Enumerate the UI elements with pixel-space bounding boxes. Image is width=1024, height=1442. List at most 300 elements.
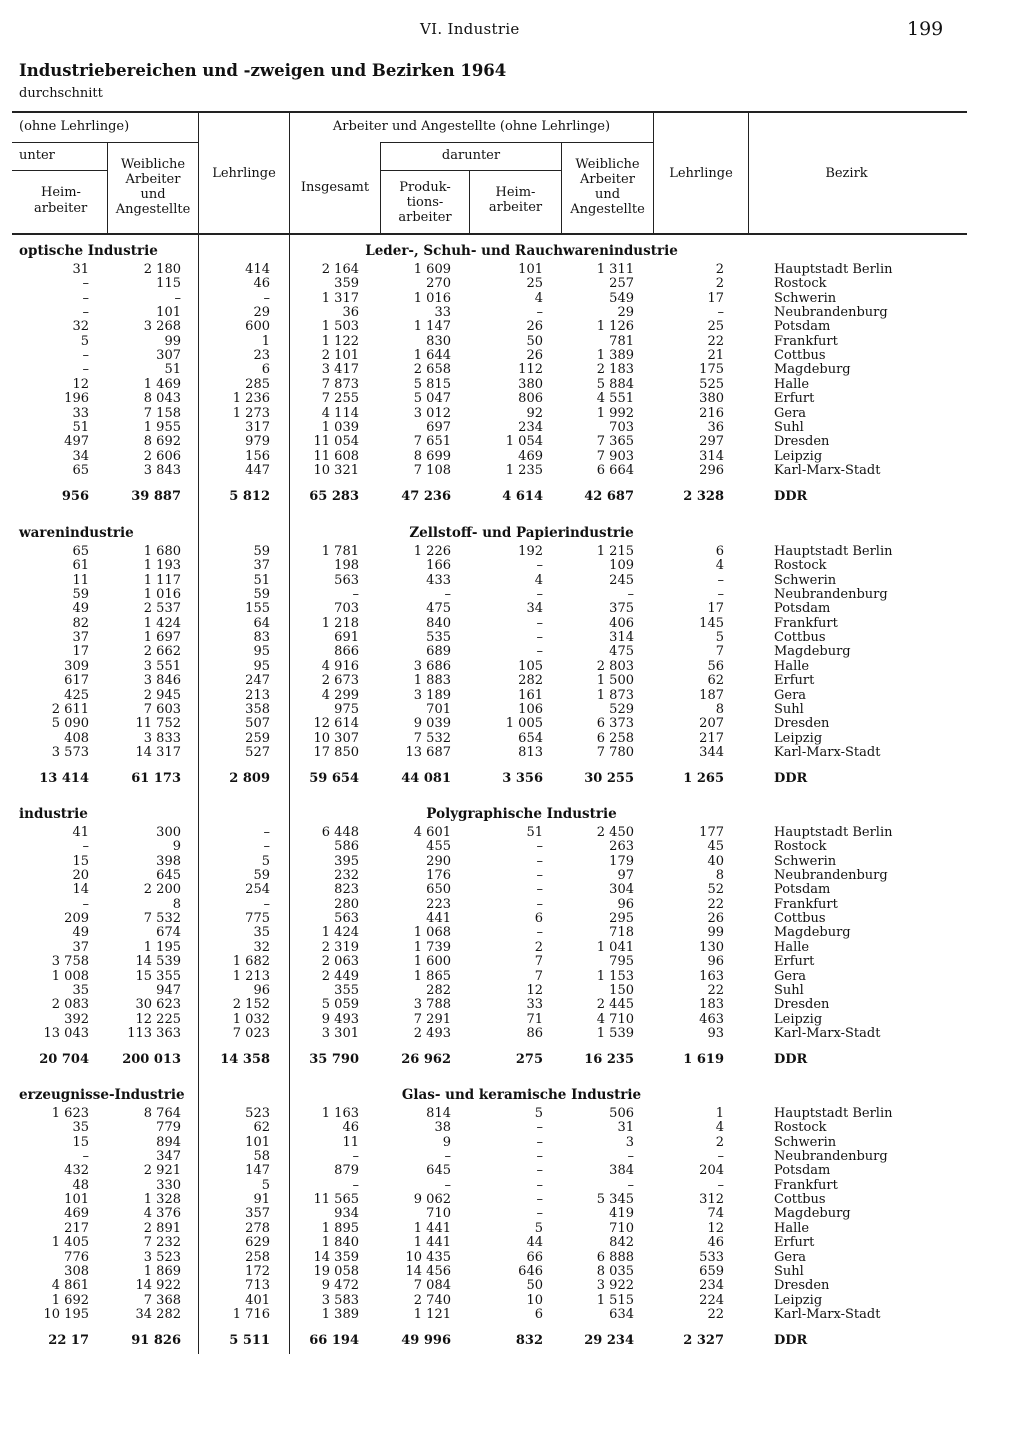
table-cell: 1 147 [413,319,451,335]
table-cell: 7 232 [143,1235,181,1251]
bezirk-cell: Frankfurt [774,1177,838,1193]
table-cell: 806 [518,391,543,407]
table-cell: 1 [261,333,270,349]
table-cell: 1 600 [413,954,451,970]
table-cell: 204 [699,1163,724,1179]
table-cell: 2 183 [596,362,634,378]
table-cell: 17 [72,644,89,660]
table-cell: 795 [609,954,634,970]
table-cell: 3 758 [51,954,89,970]
bezirk-cell: Erfurt [774,391,815,407]
table-cell: 6 664 [596,462,634,478]
col-weibliche-right-line2: Arbeiter [580,172,635,187]
table-cell: 1 739 [413,939,451,955]
bezirk-cell: Halle [774,376,810,392]
table-row [0,421,1024,435]
bezirk-cell: Leipzig [774,448,823,464]
table-cell: 29 [253,305,270,321]
col-insgesamt: Insgesamt [300,180,370,195]
table-cell: – [717,1149,724,1165]
table-cell: 527 [245,744,270,760]
col-group-arbeiter-angestellte: Arbeiter und Angestellte (ohne Lehrlinge) [332,119,611,134]
table-cell: 2 164 [321,262,359,277]
table-cell: 99 [707,925,724,941]
table-row [0,998,1024,1012]
table-cell: 979 [245,434,270,450]
bezirk-cell: Gera [774,968,807,984]
section-title-right: Zellstoff- und Papierindustrie [409,525,634,541]
page-header [0,18,1024,42]
table-row [0,926,1024,940]
bezirk-cell: Halle [774,1220,810,1236]
table-cell: 147 [245,1163,270,1179]
table-cell: 15 [72,853,89,869]
table-cell: 8 764 [143,1106,181,1121]
table-cell: 232 [334,868,359,884]
table-cell: 4 376 [143,1206,181,1222]
table-cell: 2 803 [596,658,634,674]
bezirk-cell: Magdeburg [774,644,851,660]
bezirk-cell: Rostock [774,276,827,292]
table-cell: 1 153 [596,968,634,984]
table-cell: 33 [434,305,451,321]
table-cell: 34 282 [135,1306,181,1322]
table-cell: 1 [715,1106,724,1121]
table-cell: 58 [253,1149,270,1165]
table-cell: 9 472 [321,1278,359,1294]
table-cell: 7 532 [143,911,181,927]
total-cell: 61 173 [131,771,181,786]
table-cell: 96 [253,982,270,998]
table-cell: 533 [699,1249,724,1265]
table-row [0,320,1024,334]
table-cell: 71 [526,1011,543,1027]
table-cell: 2 449 [321,968,359,984]
table-cell: 523 [245,1106,270,1121]
table-cell: – [536,1163,543,1179]
bezirk-cell: Gera [774,687,807,703]
table-cell: 1 500 [596,673,634,689]
table-cell: 217 [64,1220,89,1236]
table-row [0,378,1024,392]
table-cell: 51 [526,825,543,840]
table-cell: 9 [442,1134,451,1150]
table-cell: 549 [609,290,634,306]
table-cell: 830 [426,333,451,349]
bezirk-cell: Halle [774,939,810,955]
table-cell: – [444,1149,451,1165]
total-cell: 13 414 [39,771,89,786]
table-row [0,407,1024,421]
table-cell: 11 [342,1134,359,1150]
table-cell: 814 [426,1106,451,1121]
table-cell: 177 [699,825,724,840]
table-cell: 7 368 [143,1292,181,1308]
col-heimarbeiter-right-line2: arbeiter [488,200,543,215]
bezirk-cell: Erfurt [774,1235,815,1251]
table-cell: 97 [617,868,634,884]
total-cell: 30 255 [584,771,634,786]
table-cell: 25 [707,319,724,335]
table-cell: – [82,305,89,321]
table-cell: 7 [715,644,724,660]
table-cell: 10 321 [313,462,359,478]
table-row [0,263,1024,277]
table-cell: 1 644 [413,348,451,364]
table-cell: 775 [245,911,270,927]
table-row [0,1164,1024,1178]
table-cell: 1 609 [413,262,451,277]
table-cell: – [536,615,543,631]
table-cell: 5 345 [596,1192,634,1208]
table-cell: 101 [64,1192,89,1208]
table-cell: 187 [699,687,724,703]
bezirk-cell: Karl-Marx-Stadt [774,744,881,760]
table-cell: 1 883 [413,673,451,689]
table-cell: 2 921 [143,1163,181,1179]
table-cell: – [263,896,270,912]
table-cell: 45 [707,839,724,855]
table-cell: 11 [72,572,89,588]
table-cell: 156 [245,448,270,464]
table-cell: 469 [64,1206,89,1222]
table-cell: 718 [609,925,634,941]
table-cell: 7 365 [596,434,634,450]
section-title-right: Polygraphische Industrie [426,806,617,822]
table-cell: 475 [609,644,634,660]
bezirk-cell: Cottbus [774,630,826,646]
table-row [0,883,1024,897]
table-cell: 34 [526,601,543,617]
bezirk-cell: Suhl [774,701,804,717]
table-row [0,1193,1024,1207]
table-cell: 1 441 [413,1235,451,1251]
table-cell: 59 [253,868,270,884]
table-cell: 8 699 [413,448,451,464]
table-cell: 406 [609,615,634,631]
table-cell: 355 [334,982,359,998]
table-cell: 7 291 [413,1011,451,1027]
table-row [0,617,1024,631]
table-cell: 1 424 [321,925,359,941]
table-cell: 3 417 [321,362,359,378]
table-cell: 33 [72,405,89,421]
table-cell: 6 373 [596,716,634,732]
total-cell: 5 812 [229,489,270,504]
table-cell: 1 193 [143,558,181,574]
total-cell: 2 328 [683,489,724,504]
table-row [0,840,1024,854]
table-cell: 21 [707,348,724,364]
table-cell: 4 114 [321,405,359,421]
table-row [0,631,1024,645]
col-weibliche-right-line1: Weibliche [575,157,640,172]
table-cell: 475 [426,601,451,617]
table-cell: 414 [245,262,270,277]
col-produktion-line3: arbeiter [398,210,452,225]
page-number: 199 [907,18,944,40]
table-row [0,1179,1024,1193]
table-cell: 9 493 [321,1011,359,1027]
table-cell: 3 523 [143,1249,181,1265]
table-cell: – [627,587,634,603]
bezirk-cell: Suhl [774,1263,804,1279]
bezirk-cell: Karl-Marx-Stadt [774,1306,881,1322]
table-cell: 101 [245,1134,270,1150]
table-cell: 2 891 [143,1220,181,1236]
table-row [0,717,1024,731]
table-cell: 91 [253,1192,270,1208]
table-subtitle: durchschnitt [19,86,103,101]
table-row [0,292,1024,306]
table-cell: – [536,587,543,603]
table-row [0,869,1024,883]
table-cell: 4 299 [321,687,359,703]
table-cell: 33 [526,997,543,1013]
table-cell: 894 [156,1134,181,1150]
table-cell: 813 [518,744,543,760]
table-row [0,306,1024,320]
bezirk-cell: Magdeburg [774,362,851,378]
table-cell: 1 469 [143,376,181,392]
table-row [0,1136,1024,1150]
bezirk-cell: Rostock [774,1120,827,1136]
table-cell: 179 [609,853,634,869]
table-cell: 26 [526,319,543,335]
table-cell: 297 [699,434,724,450]
col-heimarbeiter-right-line1: Heim- [495,185,536,200]
table-cell: 1 236 [232,391,270,407]
total-cell: 47 236 [401,489,451,504]
table-cell: 51 [164,362,181,378]
total-cell: 275 [515,1052,543,1067]
table-cell: 12 225 [135,1011,181,1027]
table-cell: 6 [534,911,543,927]
table-cell: 66 [526,1249,543,1265]
table-cell: 463 [699,1011,724,1027]
total-cell: 49 996 [401,1333,451,1348]
table-cell: 13 687 [405,744,451,760]
table-cell: 5 047 [413,391,451,407]
table-cell: 563 [334,572,359,588]
table-cell: 2 611 [51,701,89,717]
table-row [0,1279,1024,1293]
table-cell: 37 [72,939,89,955]
total-label: DDR [774,771,808,786]
table-cell: 7 903 [596,448,634,464]
table-cell: 26 [707,911,724,927]
table-row [0,335,1024,349]
table-cell: 1 273 [232,405,270,421]
col-weibliche-right-line3: und [594,187,621,202]
table-cell: 59 [253,544,270,559]
table-cell: 975 [334,701,359,717]
total-cell: 26 962 [401,1052,451,1067]
table-cell: 1 680 [143,544,181,559]
table-cell: 31 [72,262,89,277]
table-cell: 300 [156,825,181,840]
table-cell: 163 [699,968,724,984]
table-cell: 1 441 [413,1220,451,1236]
table-cell: 295 [609,911,634,927]
table-cell: 395 [334,853,359,869]
table-cell: 223 [426,896,451,912]
table-cell: 15 [72,1134,89,1150]
col-group-unter: unter [19,148,55,163]
total-label: DDR [774,1052,808,1067]
table-cell: 2 945 [143,687,181,703]
table-cell: 563 [334,911,359,927]
bezirk-cell: Hauptstadt Berlin [774,544,893,559]
table-cell: 172 [245,1263,270,1279]
table-cell: 13 043 [43,1025,89,1041]
table-cell: 5 884 [596,376,634,392]
table-cell: 1 317 [321,290,359,306]
table-cell: 9 [172,839,181,855]
bezirk-cell: Gera [774,405,807,421]
table-cell: 12 [707,1220,724,1236]
col-lehrlinge-left: Lehrlinge [212,166,276,181]
table-cell: 879 [334,1163,359,1179]
table-cell: 525 [699,376,724,392]
table-cell: 654 [518,730,543,746]
bezirk-cell: Karl-Marx-Stadt [774,462,881,478]
total-cell: 39 887 [131,489,181,504]
table-cell: 1 328 [143,1192,181,1208]
table-cell: 59 [72,587,89,603]
table-cell: 278 [245,1220,270,1236]
table-cell: 347 [156,1149,181,1165]
table-cell: 9 039 [413,716,451,732]
table-cell: 401 [245,1292,270,1308]
table-cell: 314 [609,630,634,646]
table-cell: 1 895 [321,1220,359,1236]
table-row [0,826,1024,840]
table-row [0,602,1024,616]
table-cell: 1 068 [413,925,451,941]
section-title-right: Leder-, Schuh- und Rauchwarenindustrie [365,243,678,259]
table-cell: – [82,896,89,912]
table-cell: 36 [707,419,724,435]
bezirk-cell: Frankfurt [774,615,838,631]
bezirk-cell: Schwerin [774,572,837,588]
table-cell: 234 [518,419,543,435]
table-cell: 7 651 [413,434,451,450]
section-title-left: optische Industrie [19,243,158,259]
bezirk-cell: Dresden [774,716,830,732]
table-cell: 3 [625,1134,634,1150]
table-cell: 52 [707,882,724,898]
table-cell: 1 515 [596,1292,634,1308]
total-label: DDR [774,489,808,504]
table-title: Industriebereichen und -zweigen und Bezirken 1964 [19,61,507,80]
table-row [0,1207,1024,1221]
table-cell: 506 [609,1106,634,1121]
table-cell: 50 [526,1278,543,1294]
table-cell: – [82,839,89,855]
total-cell: 42 687 [584,489,634,504]
table-cell: 6 [715,544,724,559]
chapter-title: VI. Industrie [420,20,520,38]
table-cell: 8 [715,701,724,717]
total-cell: 16 235 [584,1052,634,1067]
table-cell: 674 [156,925,181,941]
table-cell: – [627,1149,634,1165]
table-cell: 22 [707,896,724,912]
table-cell: 280 [334,896,359,912]
table-cell: 25 [526,276,543,292]
table-cell: 37 [253,558,270,574]
table-cell: 36 [342,305,359,321]
total-cell: 65 283 [309,489,359,504]
table-cell: 74 [707,1206,724,1222]
bezirk-cell: Hauptstadt Berlin [774,262,893,277]
col-group-ohne-lehrlinge: (ohne Lehrlinge) [19,119,130,134]
table-cell: 207 [699,716,724,732]
table-cell: 4 916 [321,658,359,674]
table-cell: 8 [172,896,181,912]
table-cell: – [536,896,543,912]
bezirk-cell: Potsdam [774,1163,831,1179]
table-cell: – [536,925,543,941]
table-cell: 14 539 [135,954,181,970]
table-cell: 1 032 [232,1011,270,1027]
table-cell: 3 012 [413,405,451,421]
table-cell: – [717,1177,724,1193]
table-cell: 1 539 [596,1025,634,1041]
total-cell: 4 614 [502,489,543,504]
table-cell: 469 [518,448,543,464]
table-cell: 1 117 [143,572,181,588]
table-cell: 245 [609,572,634,588]
table-cell: 1 840 [321,1235,359,1251]
table-cell: 65 [72,544,89,559]
table-cell: 7 255 [321,391,359,407]
table-cell: 217 [699,730,724,746]
table-cell: 183 [699,997,724,1013]
table-cell: 196 [64,391,89,407]
col-produktion-line2: tions- [406,195,444,210]
table-cell: 710 [609,1220,634,1236]
table-cell: 3 551 [143,658,181,674]
bezirk-cell: Erfurt [774,954,815,970]
table-row [0,912,1024,926]
table-cell: – [263,825,270,840]
table-cell: 7 023 [232,1025,270,1041]
table-cell: 11 752 [135,716,181,732]
table-row [0,1222,1024,1236]
table-cell: 1 389 [321,1306,359,1322]
table-cell: 1 226 [413,544,451,559]
table-cell: – [263,290,270,306]
table-cell: 934 [334,1206,359,1222]
table-row [0,746,1024,760]
table-cell: 3 833 [143,730,181,746]
table-cell: 209 [64,911,89,927]
table-cell: 155 [245,601,270,617]
table-cell: – [82,1149,89,1165]
table-cell: 2 537 [143,601,181,617]
table-cell: 689 [426,644,451,660]
table-cell: 408 [64,730,89,746]
table-cell: 11 565 [313,1192,359,1208]
table-cell: 32 [253,939,270,955]
table-cell: 713 [245,1278,270,1294]
table-cell: 1 126 [596,319,634,335]
table-cell: – [627,1177,634,1193]
table-cell: 4 551 [596,391,634,407]
table-cell: 3 189 [413,687,451,703]
